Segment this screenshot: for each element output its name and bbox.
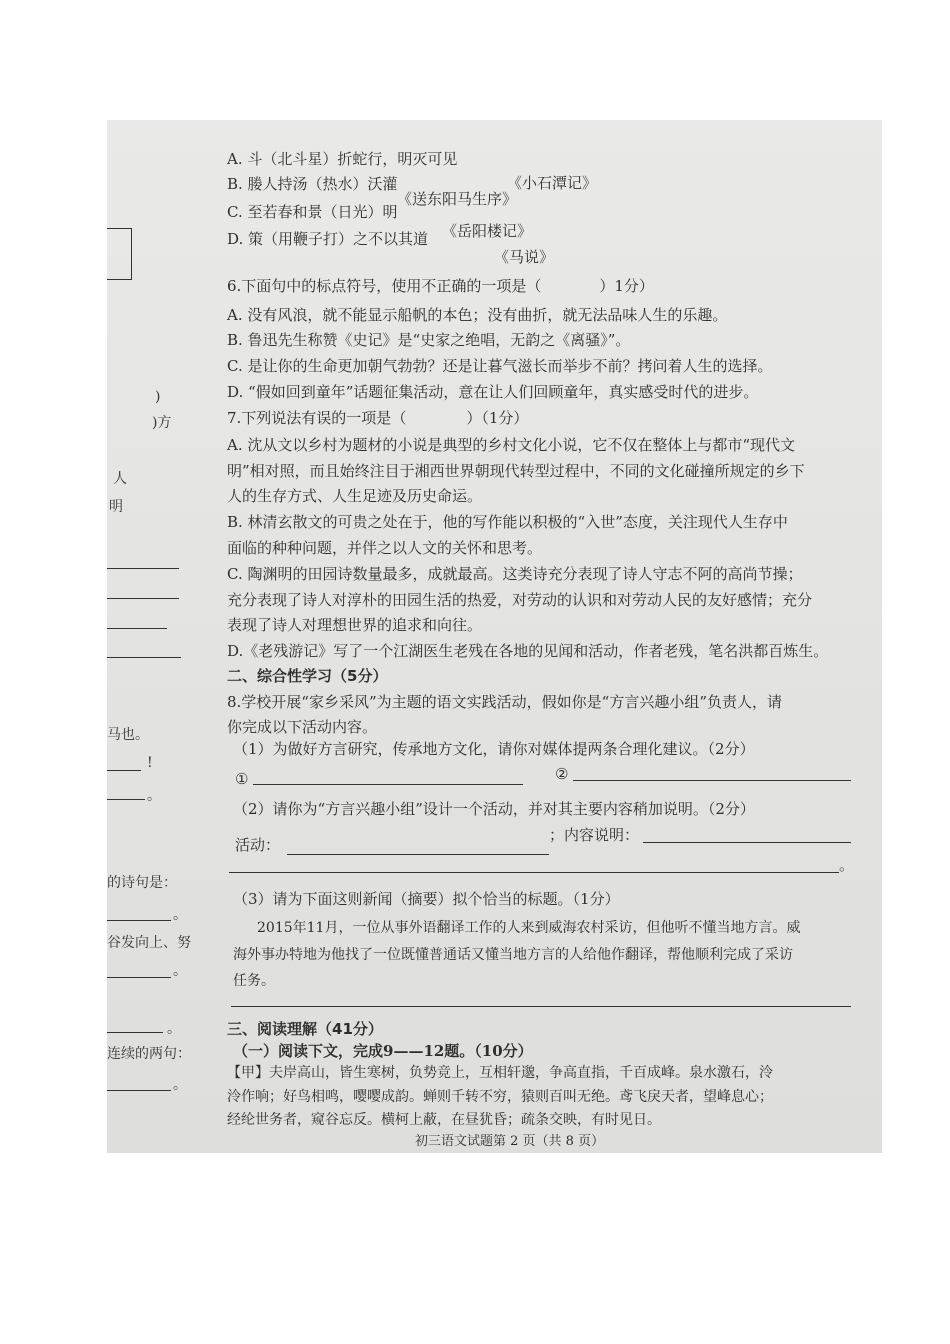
margin-fragment: 。 xyxy=(173,1077,187,1093)
q6-option-a: A. 没有风浪，就不能显示船帆的本色；没有曲折，就无法品味人生的乐趣。 xyxy=(227,306,728,324)
page-footer: 初三语文试题第 2 页（共 8 页） xyxy=(415,1134,605,1149)
q8-line: 8.学校开展“家乡采风”为主题的语文实践活动，假如你是“方言兴趣小组”负责人，请 xyxy=(227,693,782,711)
q8-sub2: （2）请你为“方言兴趣小组”设计一个活动，并对其主要内容稍加说明。（2分） xyxy=(233,800,755,818)
margin-line xyxy=(107,920,171,921)
q8-sub3: （3）请为下面这则新闻（摘要）拟个恰当的标题。（1分） xyxy=(233,890,620,908)
q6-stem: 6.下面句中的标点符号，使用不正确的一项是（ ）1分） xyxy=(227,277,654,295)
q5-option-c-source: 《岳阳楼记》 xyxy=(442,222,533,240)
q5-option-b-source: 《送东阳马生序》 xyxy=(397,190,518,208)
answer-marker-1: ① xyxy=(235,770,249,788)
margin-fragment: 的诗句是： xyxy=(107,875,177,891)
answer-line-2[interactable] xyxy=(573,780,851,781)
news-line: 2015年11月，一位从事外语翻译工作的人来到威海农村采访，但他听不懂当地方言。威 xyxy=(257,920,801,936)
q5-option-a: A. 斗（北斗星）折蛇行，明灭可见 xyxy=(227,150,458,168)
q8-sub1: （1）为做好方言研究，传承地方文化，请你对媒体提两条合理化建议。（2分） xyxy=(233,740,755,758)
passage-line: 泠作响；好鸟相鸣，嘤嘤成韵。蝉则千转不穷，猿则百叫无绝。鸢飞戾天者，望峰息心； xyxy=(227,1089,773,1105)
q7-line: 充分表现了诗人对淳朴的田园生活的热爱，对劳动的认识和对劳动人民的友好感情；充分 xyxy=(227,591,813,609)
margin-fragment: ) xyxy=(155,389,161,405)
q7-line: 面临的种种问题，并伴之以人文的关怀和思考。 xyxy=(227,539,543,557)
activity-label: 活动： xyxy=(235,836,281,854)
margin-line xyxy=(107,1090,171,1091)
margin-fragment: 明 xyxy=(109,499,123,515)
q7-line: 人的生存方式、人生足迹及历史命运。 xyxy=(227,487,483,505)
q7-line: C. 陶渊明的田园诗数量最多，成就最高。这类诗充分表现了诗人守志不阿的高尚节操； xyxy=(227,565,803,583)
margin-line xyxy=(107,657,181,658)
q5-option-d: D. 策（用鞭子打）之不以其道 xyxy=(227,230,429,248)
answer-line-1[interactable] xyxy=(253,784,523,785)
margin-fragment: ! xyxy=(147,755,153,771)
passage-line: 经纶世务者，窥谷忘反。横柯上蔽，在昼犹昏；疏条交映，有时见日。 xyxy=(227,1112,661,1128)
margin-fragment: 谷发向上、努 xyxy=(107,935,191,951)
passage-line: 【甲】夫岸高山，皆生寒树，负势竞上，互相轩邈，争高直指，千百成峰。泉水激石，泠 xyxy=(227,1065,773,1081)
margin-line xyxy=(107,977,171,978)
q5-option-c: C. 至若春和景（日光）明 xyxy=(227,203,398,221)
section3-title: 三、阅读理解（41分） xyxy=(227,1020,383,1038)
margin-fragment: 马也。 xyxy=(107,727,149,743)
section3-sub1: （一）阅读下文，完成9——12题。（10分） xyxy=(233,1042,533,1060)
margin-line xyxy=(107,628,167,629)
news-line: 海外事办特地为他找了一位既懂普通话又懂当地方言的人给他作翻译，帮他顺利完成了采访 xyxy=(233,947,793,963)
margin-fragment: 。 xyxy=(173,963,187,979)
margin-fragment: 连续的两句： xyxy=(107,1046,191,1062)
content-label: ；内容说明： xyxy=(549,826,640,844)
margin-fragment: )方 xyxy=(152,415,172,431)
margin-fragment: 人 xyxy=(113,471,127,487)
period: 。 xyxy=(839,856,855,874)
q7-line: D.《老残游记》写了一个江湖医生老残在各地的见闻和活动，作者老残，笔名洪都百炼生。 xyxy=(227,642,829,660)
section2-title: 二、综合性学习（5分） xyxy=(227,667,388,685)
margin-line xyxy=(107,568,179,569)
q6-option-d: D. “假如回到童年”话题征集活动，意在让人们回顾童年，真实感受时代的进步。 xyxy=(227,383,759,401)
q5-option-a-source: 《小石潭记》 xyxy=(507,174,598,192)
content-answer-line[interactable] xyxy=(643,842,851,843)
q7-line: B. 林清玄散文的可贵之处在于，他的写作能以积极的“入世”态度，关注现代人生存中 xyxy=(227,513,788,531)
margin-fragment: 。 xyxy=(167,1021,181,1037)
activity-answer-line[interactable] xyxy=(287,854,549,855)
margin-box xyxy=(107,228,132,280)
q7-stem: 7.下列说法有误的一项是（ ）（1分） xyxy=(227,409,529,427)
title-answer-line[interactable] xyxy=(231,1006,851,1007)
margin-line xyxy=(107,598,179,599)
q7-line: 明”相对照，而且始终注目于湘西世界朝现代转型过程中，不同的文化碰撞所规定的乡下 xyxy=(227,462,805,480)
exam-page-photo xyxy=(107,120,882,1153)
q7-line: A. 沈从文以乡村为题材的小说是典型的乡村文化小说，它不仅在整体上与都市“现代文 xyxy=(227,436,796,454)
margin-line xyxy=(107,799,145,800)
answer-marker-2: ② xyxy=(555,765,569,783)
q5-option-b: B. 媵人持汤（热水）沃灌 xyxy=(227,175,398,193)
q5-option-d-source: 《马说》 xyxy=(494,248,555,266)
margin-fragment: 。 xyxy=(173,907,187,923)
q6-option-b: B. 鲁迅先生称赞《史记》是“史家之绝唱，无韵之《离骚》”。 xyxy=(227,331,631,349)
q6-option-c: C. 是让你的生命更加朝气勃勃？还是让暮气滋长而举步不前？拷问着人生的选择。 xyxy=(227,357,773,375)
margin-line xyxy=(107,1032,163,1033)
news-line: 任务。 xyxy=(233,973,275,989)
content-answer-line-2[interactable] xyxy=(229,872,839,873)
margin-fragment: 。 xyxy=(147,788,161,804)
q8-line: 你完成以下活动内容。 xyxy=(227,718,378,736)
margin-line xyxy=(107,770,141,771)
q7-line: 表现了诗人对理想世界的追求和向往。 xyxy=(227,616,483,634)
